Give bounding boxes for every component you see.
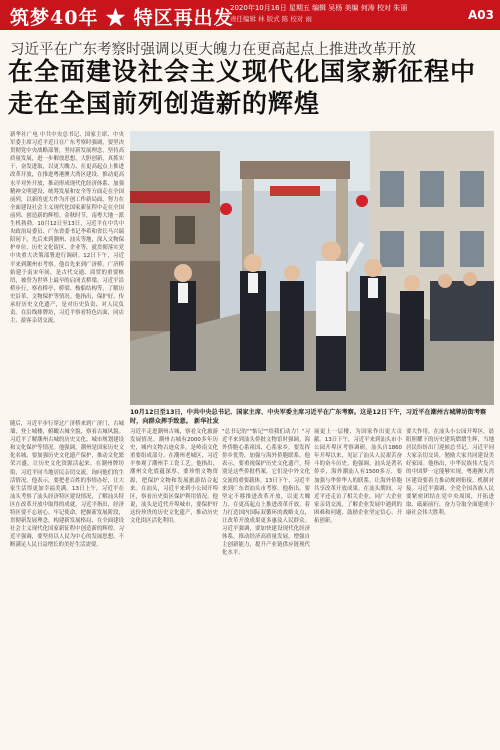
article-subtitle: 习近平在广东考察时强调以更大魄力在更高起点上推进改革开放 <box>10 42 416 58</box>
street-scene-illustration <box>130 131 494 405</box>
issue-date: 2020年10月16日 星期五 编辑 吴杨 美编 何涛 校对 朱丽 <box>230 4 408 12</box>
article-column-6: 要大作用。在汕头小公园开埠区，晨阳照耀下的历史建筑熠熠生辉，当地居民纷纷出门迎候总书记。习近平同大家亲切交谈，勉励大家共同建设美好家园。他指出，中华民族伟大复兴的中国梦一定能够实现，粤港澳大湾区建设要着力推动规则衔接、机制对接。习近平强调，全党全国各族人民要紧密团结在党中央周围，开拓进取、砥砺前行，奋力夺取全面建成小康社会伟大胜利。 <box>406 429 494 516</box>
headline-line-2: 走在全国前列创造新的辉煌 <box>8 89 321 118</box>
article-column-4: "总书记的""惦记""给我们动力！"习近平来到汕头侨批文物馆时强调，海外侨胞心系祖国、心系家乡，要发挥侨乡优势，加强与海外侨胞联系。他表示，要重视保护历史文化遗产，特别是这些侨批档案，它们是中外文化交流的重要载体。13日下午，习近平来到广东省汕头市考察。他指出，要坚定不移推进改革开放，以更大魄力、在更高起点上推进改革开放，着力打造国内国际双循环的战略支点，让改革开放成果更多惠及人民群众。习近平强调，要加快建设现代化经济体系，推动经济高质量发展，增强自主创新能力，提升产业链供应链现代化水平。 <box>222 429 310 557</box>
section-brand: 筑梦40年 ★ 特区再出发 <box>10 7 234 29</box>
page-number: A03 <box>468 8 494 22</box>
article-column-1: 新华社广电 中共中央总书记、国家主席、中央军委主席习近平近日在广东考察时强调，要坚决贯彻党中央战略部署，坚持新发展理念，坚持高质量发展，进一步解放思想，大胆创新，真抓实干，奋发进取，以更大魄力、在更高起点上推进改革开放，在推进粤港澳大湾区建设、推动更高水平对外开放，推动形成现代化经济体系、加强精神文明建设、统筹发展和安全等方面走在全国前列，以新的更大作为开创工作新局面，努力在全面建设社会主义现代化国家新征程中走在全国前列、创造新的辉煌。金秋时节，南粤大地一派生机勃勃。10月12日至13日，习近平在中共中央政治局委员、广东省委书记李希和省长马兴瑞陪同下，先后来到潮州、汕头等地，深入文物保护单位、历史文化街区、企业等，就贯彻落实党中央重大决策部署进行调研。12日下午，习近平来到潮州市考察。他首先来到广济桥。广济桥始建于南宋年间，是古代交通、商贸的重要枢纽，被誉为世界上最早的启闭式桥梁。习近平沿桥步行，察看桥亭、桥梁、梭船结构等，了解历史沿革、文物保护等情况。他指出，保护好、传承好历史文化遗产，是对历史负责、对人民负责。在沿线排牌坊，习近平察看特色店面，同店主、游客亲切交流。 <box>10 132 124 325</box>
article-column-3: 习近平走进潮州古城，察看文化旅游发展情况。潮州古城有2000多年历史，城内文物古迹众多，是岭南文化重要组成部分。在潮州老城区，习近平参观了潮州手工瓷工艺。他指出，潮州文化底蕴深厚，要珍惜文物资源，把保护文物和发展旅游结合起来。在汕头，习近平来到小公园开埠区，察看历史街区保护利用情况。他说，汕头是近代开埠城市，要保护好这份珍贵的历史文化遗产，推动历史文化街区活化利用。 <box>130 429 218 525</box>
masthead-bar <box>0 0 500 30</box>
headline-line-1: 在全面建设社会主义现代化国家新征程中 <box>8 57 477 86</box>
article-column-5: 展更上一层楼，为国家作出更大贡献。13日下午，习近平来到汕头市小公园开埠区考察调研。汕头自1860年开埠以来，见证了汕头人民艰苦奋斗的奋斗历史。他强调，汕头是著名侨乡，海外潮汕人有1500多万，要加强与华侨华人的联系，让海外侨胞共享改革开放成果。在汕头期间，习近平还走访了相关企业，同广大企业家亲切交流，了解企业发展中遇到的困难和问题，鼓励企业坚定信心、开拓创新。 <box>314 429 402 525</box>
article-headline <box>8 56 476 120</box>
article-column-2: 随后，习近平步行穿过广济桥来到广济门、古城墙，登上城楼，俯瞰古城全貌，察看古城风貌。习近平了解潮州古城的历史文化、城市规划建设和文化保护等情况。他强调，潮州是国家历史文化名城，要加强历史文化遗产保护，推动文化繁荣兴盛，让历史文化资源活起来。在潮州牌坊街，习近平同当地居民亲切交流，询问他们的生活情况。他表示，要把老百姓的事情办好，让大家生活得更加幸福美满。13日上午，习近平在汕头考察了汕头经济特区建设情况，了解汕头特区在改革开放中取得的成就。习近平指出，经济特区要不忘初心、牢记使命，把握新发展阶段，贯彻新发展理念，构建新发展格局，在全面建设社会主义现代化国家新征程中创造新的辉煌。习近平强调，要坚持以人民为中心的发展思想，不断满足人民日益增长的美好生活需要。 <box>10 421 124 549</box>
editor-info: 责任编辑 林 版式 陈 校对 雨 <box>230 15 312 23</box>
photo-caption: 10月12日至13日，中共中央总书记、国家主席、中央军委主席习近平在广东考察。这是12日下午，习近平在潮州古城牌坊街考察时，向群众挥手致意。 新华社发 <box>130 409 487 425</box>
news-photo <box>130 131 494 405</box>
